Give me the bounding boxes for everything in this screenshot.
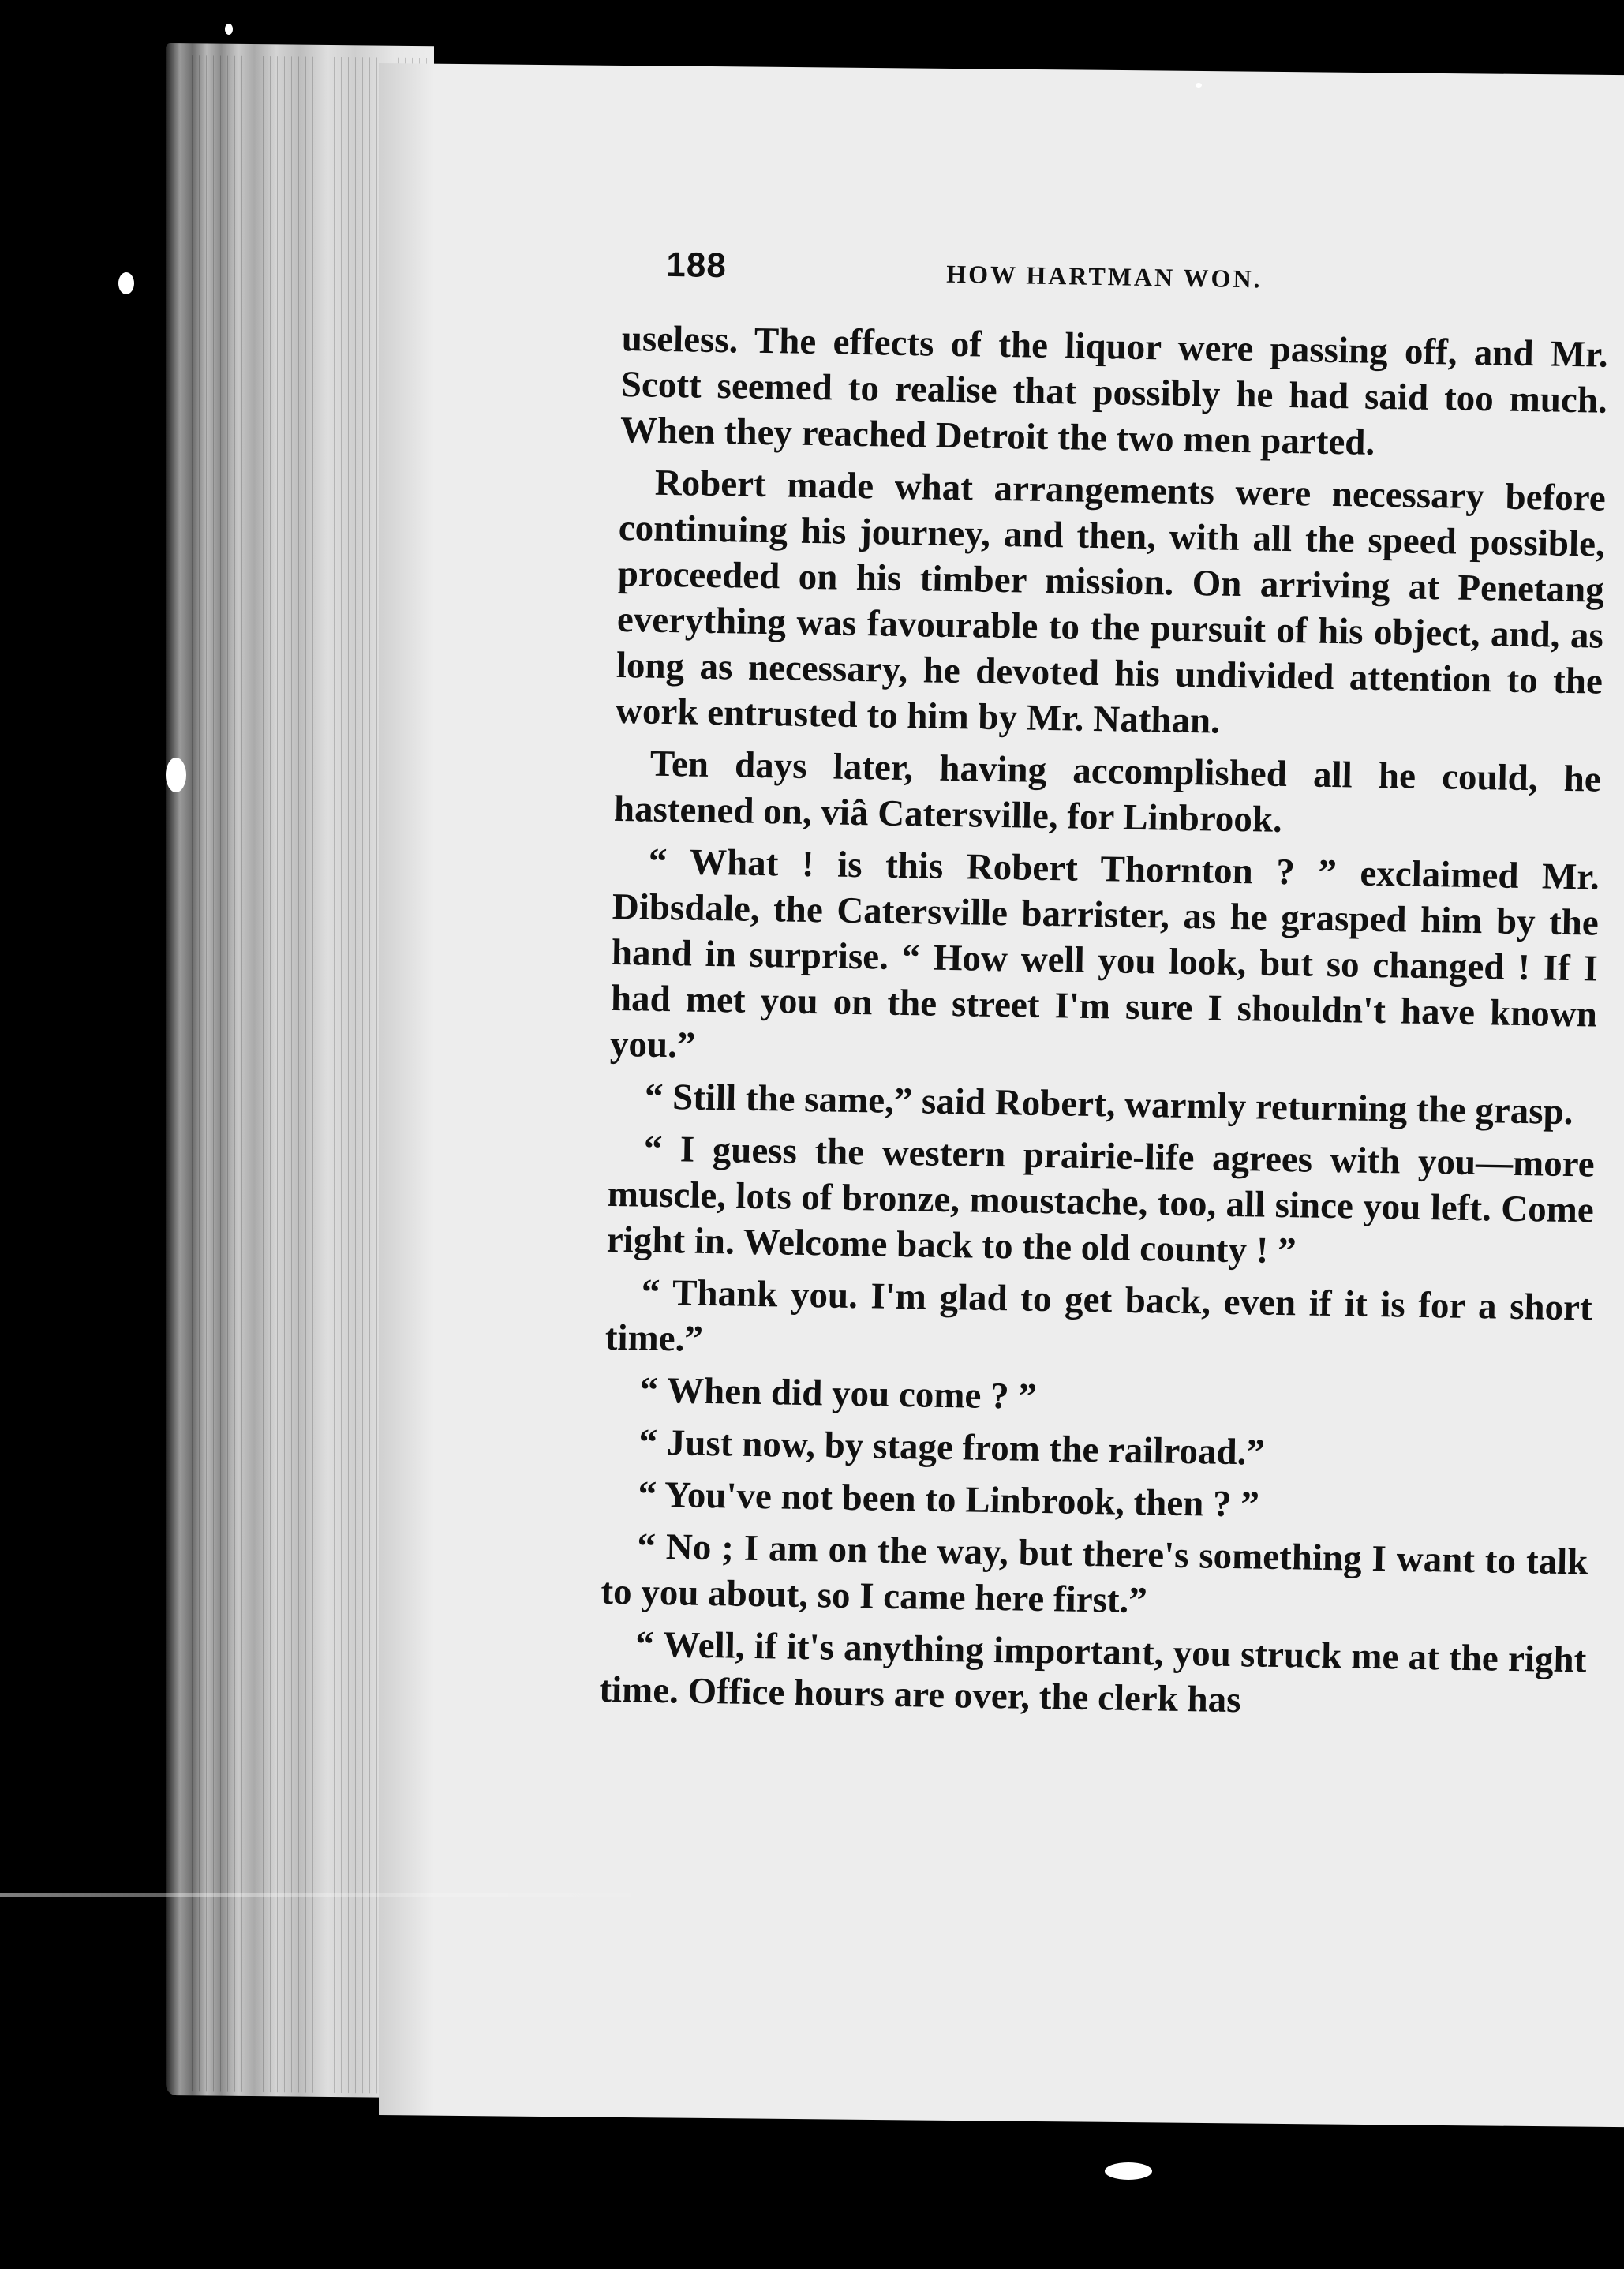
paragraph: “ No ; I am on the way, but there's something I want to talk to you about, so I came here first.” [601, 1526, 1588, 1622]
page-number: 188 [666, 245, 728, 286]
paragraph: Robert made what arrangements were necessary before continuing his journey, and then, with all the speed possible, proceeded on his timber mission. On arriving at Penetang everything was favourable to the pursuit of his object, and, as long as necessary, he devoted his undivided attention to the work entrusted to him by Mr. Nathan. [615, 462, 1607, 742]
paragraph: useless. The effects of the liquor were passing off, and Mr. Scott seemed to realise that possibly he had said too much. When they reached Detroit the two men parted. [619, 317, 1609, 463]
book-title: HOW HARTMAN WON. [945, 259, 1263, 294]
paragraph: “ Thank you. I'm glad to get back, even if it is for a short time.” [604, 1271, 1593, 1360]
paragraph: Ten days later, having accomplished all he could, he hastened on, viâ Catersville, for Linbrook. [613, 743, 1602, 841]
paragraph: “ When did you come ? ” [639, 1369, 1038, 1417]
paragraph: “ Just now, by stage from the railroad.” [638, 1421, 1266, 1473]
text-block [599, 237, 1610, 1735]
paragraph: “ Still the same,” said Robert, warmly returning the grasp. [644, 1076, 1573, 1133]
paragraph: “ What ! is this Robert Thornton ? ” exclaimed Mr. Dibsdale, the Catersville barrister, as he grasped him by the hand in surprise. “ How well you look, but so changed ! If I had met you on the street I'm sure I shouldn't have known you.” [609, 841, 1600, 1066]
scan-speck [118, 272, 134, 294]
paragraph: “ Well, if it's anything important, you struck me at the right time. Office hours are over, the clerk has [599, 1623, 1587, 1721]
gutter-shadow [379, 63, 434, 2116]
scan-streak [0, 1893, 631, 1897]
scan-speck [166, 758, 186, 792]
body-text [599, 316, 1608, 1728]
paragraph: “ You've not been to Linbrook, then ? ” [638, 1473, 1260, 1526]
scan-speck [1105, 2162, 1152, 2180]
paragraph: “ I guess the western prairie-life agrees with you—more muscle, lots of bronze, moustache, too, all since you left. Come right in. Welcome back to the old county ! ” [606, 1128, 1596, 1272]
scan-speck [225, 24, 233, 35]
scan-speck [1196, 83, 1202, 88]
